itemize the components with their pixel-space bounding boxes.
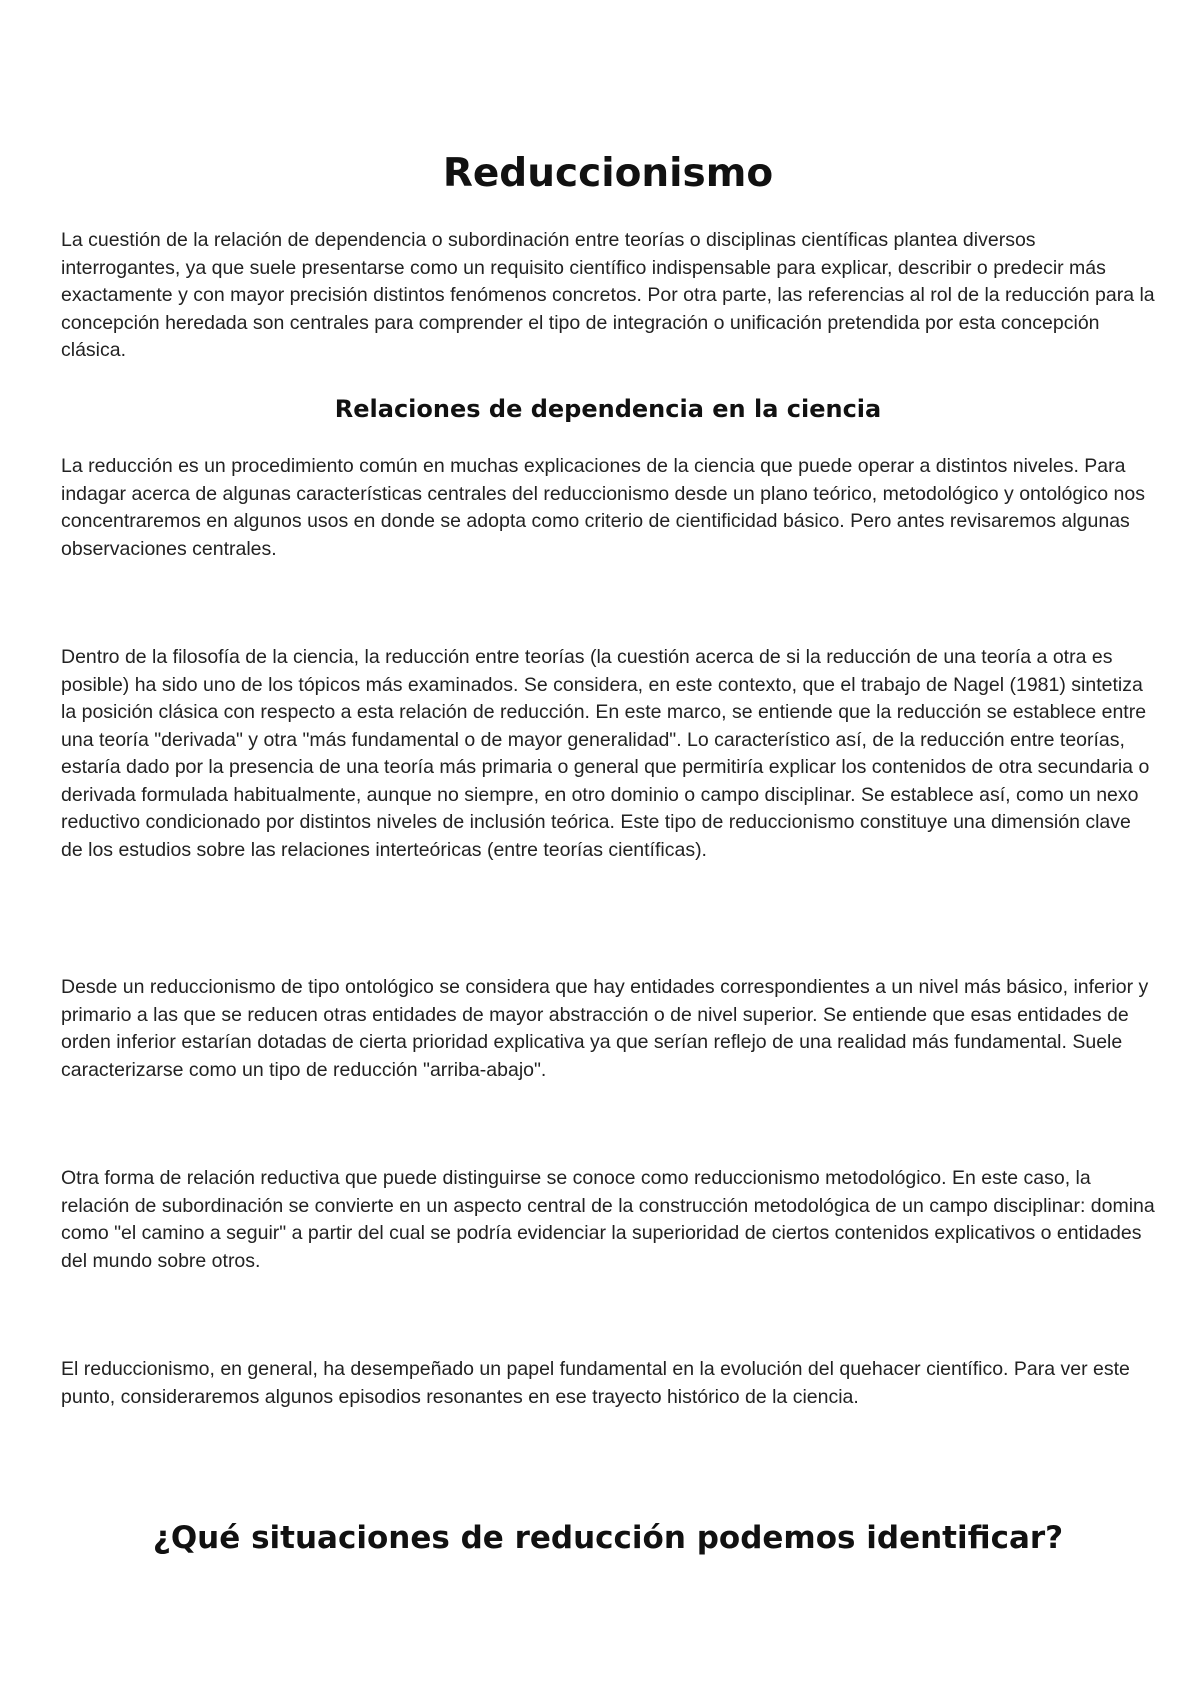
paragraph-reduccionismo-metodologico: Otra forma de relación reductiva que puede distinguirse se conoce como reduccionismo metodológico. En este caso, la relación de subordinación se convierte en un aspecto central de la construcción metodológica de un campo disciplinar: domina como "el camino a seguir" a partir del cual se podría evidenciar la superioridad de ciertos contenidos explicativos o entidades del mundo sobre otros. [61,1167,1155,1272]
section-heading: Relaciones de dependencia en la ciencia [334,395,882,423]
paragraph-reduccion-niveles: La reducción es un procedimiento común en muchas explicaciones de la ciencia que puede operar a distintos niveles. Para indagar acerca de algunas características centrales del reduccionismo desde un plano teórico, metodológico y ontológico nos concentraremos en algunos usos en donde se adopta como criterio de cientificidad básico. Pero antes revisaremos algunas observaciones centrales. [61,455,1145,560]
paragraph-reduccion-teorias: Dentro de la filosofía de la ciencia, la reducción entre teorías (la cuestión acerca de si la reducción de una teoría a otra es posible) ha sido uno de los tópicos más examinados. Se considera, en este contexto, que el trabajo de Nagel (1981) sintetiza la posición clásica con respecto a esta relación de reducción. En este marco, se entiende que la reducción se establece entre una teoría "derivada" y otra "más fundamental o de mayor generalidad". Lo característico así, de la reducción entre teorías, estaría dado por la presencia de una teoría más primaria o general que permitiría explicar los contenidos de otra secundaria o derivada formulada habitualmente, aunque no siempre, en otro dominio o campo disciplinar. Se establece así, como un nexo reductivo condicionado por distintos niveles de inclusión teórica. Este tipo de reduccionismo constituye una dimensión clave de los estudios sobre las relaciones interteóricas (entre teorías científicas). [61,646,1150,861]
paragraph-evolucion-cientifica: El reduccionismo, en general, ha desempeñado un papel fundamental en la evolución del quehacer científico. Para ver este punto, consideraremos algunos episodios resonantes en ese trayecto histórico de la ciencia. [61,1358,1130,1408]
question-heading: ¿Qué situaciones de reducción podemos identificar? [152,1520,1064,1556]
intro-paragraph: La cuestión de la relación de dependencia o subordinación entre teorías o disciplinas científicas plantea diversos interrogantes, ya que suele presentarse como un requisito científico indispensable para explicar, describir o predecir más exactamente y con mayor precisión distintos fenómenos concretos. Por otra parte, las referencias al rol de la reducción para la concepción heredada son centrales para comprender el tipo de integración o unificación pretendida por esta concepción clásica. [61,229,1155,361]
paragraph-reduccionismo-ontologico: Desde un reduccionismo de tipo ontológico se considera que hay entidades correspondientes a un nivel más básico, inferior y primario a las que se reducen otras entidades de mayor abstracción o de nivel superior. Se entiende que esas entidades de orden inferior estarían dotadas de cierta prioridad explicativa ya que serían reflejo de una realidad más fundamental. Suele caracterizarse como un tipo de reducción "arriba-abajo". [61,976,1149,1081]
document-title: Reduccionismo [442,151,774,196]
